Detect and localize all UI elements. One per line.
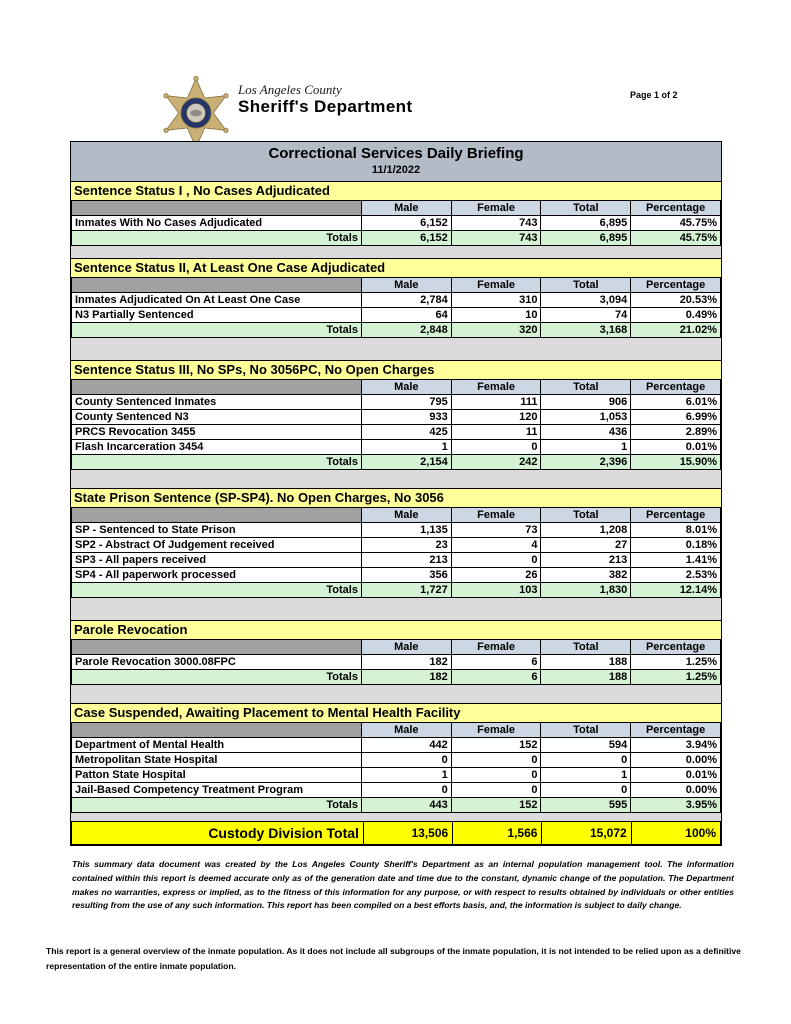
totals-value-male: 182 bbox=[361, 670, 451, 685]
table-row bbox=[72, 538, 721, 553]
table-row bbox=[72, 293, 721, 308]
value-cell-female: 0 bbox=[451, 440, 541, 455]
value-cell-female: 310 bbox=[451, 293, 541, 308]
section-title: State Prison Sentence (SP-SP4). No Open Charges, No 3056 bbox=[71, 488, 721, 507]
section-title: Sentence Status II, At Least One Case Adjudicated bbox=[71, 258, 721, 277]
value-cell-female: 0 bbox=[451, 753, 541, 768]
value-cell-percentage: 45.75% bbox=[631, 216, 721, 231]
row-label: SP3 - All papers received bbox=[72, 553, 362, 568]
grand-total-total: 15,072 bbox=[542, 822, 631, 845]
totals-value-total: 1,830 bbox=[541, 583, 631, 598]
value-cell-percentage: 1.25% bbox=[631, 655, 721, 670]
value-cell-female: 10 bbox=[451, 308, 541, 323]
value-cell-percentage: 1.41% bbox=[631, 553, 721, 568]
row-label: Parole Revocation 3000.08FPC bbox=[72, 655, 362, 670]
totals-value-male: 2,848 bbox=[361, 323, 451, 338]
row-label: SP - Sentenced to State Prison bbox=[72, 523, 362, 538]
column-header: Percentage bbox=[631, 508, 721, 523]
section-gap bbox=[71, 470, 721, 488]
value-cell-female: 0 bbox=[451, 783, 541, 798]
grand-total-label: Custody Division Total bbox=[72, 822, 364, 845]
footnote-paragraph: This report is a general overview of the inmate population. As it does not include all subgroups of the inmate population, it is not intended to be relied upon as a definitive representation of the entire inmate population. bbox=[46, 946, 741, 971]
value-cell-male: 933 bbox=[361, 410, 451, 425]
column-header: Male bbox=[361, 508, 451, 523]
totals-value-total: 595 bbox=[541, 798, 631, 813]
totals-value-total: 188 bbox=[541, 670, 631, 685]
value-cell-female: 73 bbox=[451, 523, 541, 538]
totals-value-male: 443 bbox=[361, 798, 451, 813]
totals-value-percentage: 3.95% bbox=[631, 798, 721, 813]
section-table bbox=[71, 722, 721, 813]
row-label: Flash Incarceration 3454 bbox=[72, 440, 362, 455]
value-cell-total: 74 bbox=[541, 308, 631, 323]
row-label: County Sentenced N3 bbox=[72, 410, 362, 425]
totals-label: Totals bbox=[72, 455, 362, 470]
totals-row bbox=[72, 323, 721, 338]
table-row bbox=[72, 308, 721, 323]
value-cell-male: 795 bbox=[361, 395, 451, 410]
column-header: Total bbox=[541, 640, 631, 655]
value-cell-percentage: 0.00% bbox=[631, 753, 721, 768]
corner-cell bbox=[72, 380, 362, 395]
value-cell-female: 120 bbox=[451, 410, 541, 425]
value-cell-percentage: 0.18% bbox=[631, 538, 721, 553]
corner-cell bbox=[72, 723, 362, 738]
value-cell-total: 6,895 bbox=[541, 216, 631, 231]
totals-value-female: 743 bbox=[451, 231, 541, 246]
column-header: Female bbox=[451, 201, 541, 216]
table-row bbox=[72, 410, 721, 425]
value-cell-percentage: 0.01% bbox=[631, 768, 721, 783]
section-table bbox=[71, 639, 721, 685]
value-cell-female: 0 bbox=[451, 768, 541, 783]
table-row bbox=[72, 395, 721, 410]
table-row bbox=[72, 655, 721, 670]
value-cell-percentage: 6.99% bbox=[631, 410, 721, 425]
page-indicator: Page 1 of 2 bbox=[630, 90, 678, 100]
value-cell-male: 182 bbox=[361, 655, 451, 670]
section-table bbox=[71, 200, 721, 246]
value-cell-percentage: 0.00% bbox=[631, 783, 721, 798]
row-label: Metropolitan State Hospital bbox=[72, 753, 362, 768]
value-cell-total: 594 bbox=[541, 738, 631, 753]
column-header: Percentage bbox=[631, 723, 721, 738]
column-header: Female bbox=[451, 723, 541, 738]
column-header: Total bbox=[541, 723, 631, 738]
column-header: Total bbox=[541, 201, 631, 216]
logo-county-name: Los Angeles County bbox=[238, 82, 342, 97]
section-gap bbox=[71, 685, 721, 703]
sections-container bbox=[71, 181, 721, 821]
totals-label: Totals bbox=[72, 798, 362, 813]
column-header: Percentage bbox=[631, 640, 721, 655]
section-table bbox=[71, 277, 721, 338]
grand-total-percentage: 100% bbox=[631, 822, 720, 845]
totals-value-percentage: 15.90% bbox=[631, 455, 721, 470]
section-title: Parole Revocation bbox=[71, 620, 721, 639]
value-cell-total: 1 bbox=[541, 768, 631, 783]
row-label: SP4 - All paperwork processed bbox=[72, 568, 362, 583]
table-row bbox=[72, 216, 721, 231]
value-cell-percentage: 0.01% bbox=[631, 440, 721, 455]
corner-cell bbox=[72, 201, 362, 216]
grand-total-male: 13,506 bbox=[363, 822, 452, 845]
row-label: Inmates Adjudicated On At Least One Case bbox=[72, 293, 362, 308]
report-title-band bbox=[71, 142, 721, 181]
corner-cell bbox=[72, 640, 362, 655]
value-cell-total: 1,053 bbox=[541, 410, 631, 425]
column-header: Female bbox=[451, 508, 541, 523]
value-cell-male: 213 bbox=[361, 553, 451, 568]
value-cell-male: 6,152 bbox=[361, 216, 451, 231]
value-cell-female: 0 bbox=[451, 553, 541, 568]
value-cell-total: 213 bbox=[541, 553, 631, 568]
totals-value-female: 242 bbox=[451, 455, 541, 470]
report-title: Correctional Services Daily Briefing bbox=[268, 145, 524, 162]
table-row bbox=[72, 753, 721, 768]
value-cell-total: 1 bbox=[541, 440, 631, 455]
totals-value-percentage: 12.14% bbox=[631, 583, 721, 598]
row-label: Jail-Based Competency Treatment Program bbox=[72, 783, 362, 798]
value-cell-total: 1,208 bbox=[541, 523, 631, 538]
column-header: Male bbox=[361, 278, 451, 293]
value-cell-male: 442 bbox=[361, 738, 451, 753]
grand-total-row bbox=[72, 822, 721, 845]
row-label: PRCS Revocation 3455 bbox=[72, 425, 362, 440]
row-label: Inmates With No Cases Adjudicated bbox=[72, 216, 362, 231]
value-cell-percentage: 20.53% bbox=[631, 293, 721, 308]
grand-total-table bbox=[71, 821, 721, 845]
column-header: Male bbox=[361, 640, 451, 655]
value-cell-female: 111 bbox=[451, 395, 541, 410]
grand-total-female: 1,566 bbox=[453, 822, 542, 845]
value-cell-male: 1,135 bbox=[361, 523, 451, 538]
column-header: Female bbox=[451, 640, 541, 655]
corner-cell bbox=[72, 278, 362, 293]
value-cell-female: 152 bbox=[451, 738, 541, 753]
value-cell-male: 64 bbox=[361, 308, 451, 323]
column-header: Male bbox=[361, 201, 451, 216]
table-row bbox=[72, 440, 721, 455]
totals-value-female: 6 bbox=[451, 670, 541, 685]
section-table bbox=[71, 507, 721, 598]
column-header: Total bbox=[541, 380, 631, 395]
row-label: Department of Mental Health bbox=[72, 738, 362, 753]
value-cell-male: 0 bbox=[361, 783, 451, 798]
column-header: Female bbox=[451, 380, 541, 395]
value-cell-female: 4 bbox=[451, 538, 541, 553]
column-header: Percentage bbox=[631, 278, 721, 293]
value-cell-male: 1 bbox=[361, 440, 451, 455]
section-gap bbox=[71, 338, 721, 360]
value-cell-percentage: 2.89% bbox=[631, 425, 721, 440]
value-cell-male: 0 bbox=[361, 753, 451, 768]
table-row bbox=[72, 425, 721, 440]
logo-department-name: Sheriff's Department bbox=[238, 97, 413, 117]
totals-value-female: 320 bbox=[451, 323, 541, 338]
section-title: Sentence Status I , No Cases Adjudicated bbox=[71, 181, 721, 200]
totals-value-percentage: 21.02% bbox=[631, 323, 721, 338]
value-cell-total: 906 bbox=[541, 395, 631, 410]
column-header: Total bbox=[541, 278, 631, 293]
value-cell-total: 0 bbox=[541, 783, 631, 798]
section-title: Sentence Status III, No SPs, No 3056PC, No Open Charges bbox=[71, 360, 721, 379]
table-row bbox=[72, 568, 721, 583]
column-header: Percentage bbox=[631, 201, 721, 216]
section-table bbox=[71, 379, 721, 470]
value-cell-total: 3,094 bbox=[541, 293, 631, 308]
agency-logo-text bbox=[238, 83, 413, 117]
totals-label: Totals bbox=[72, 231, 362, 246]
report-document bbox=[70, 141, 722, 846]
totals-value-male: 1,727 bbox=[361, 583, 451, 598]
table-row bbox=[72, 523, 721, 538]
totals-value-female: 103 bbox=[451, 583, 541, 598]
value-cell-percentage: 6.01% bbox=[631, 395, 721, 410]
value-cell-total: 27 bbox=[541, 538, 631, 553]
column-header: Female bbox=[451, 278, 541, 293]
report-date: 11/1/2022 bbox=[371, 164, 421, 176]
value-cell-male: 2,784 bbox=[361, 293, 451, 308]
totals-value-male: 2,154 bbox=[361, 455, 451, 470]
section-title: Case Suspended, Awaiting Placement to Mental Health Facility bbox=[71, 703, 721, 722]
value-cell-percentage: 3.94% bbox=[631, 738, 721, 753]
section-gap bbox=[71, 246, 721, 258]
totals-value-female: 152 bbox=[451, 798, 541, 813]
table-row bbox=[72, 738, 721, 753]
corner-cell bbox=[72, 508, 362, 523]
totals-value-percentage: 1.25% bbox=[631, 670, 721, 685]
column-header: Male bbox=[361, 380, 451, 395]
totals-label: Totals bbox=[72, 583, 362, 598]
totals-row bbox=[72, 231, 721, 246]
section-gap bbox=[71, 598, 721, 620]
column-header: Male bbox=[361, 723, 451, 738]
value-cell-total: 0 bbox=[541, 753, 631, 768]
totals-value-total: 6,895 bbox=[541, 231, 631, 246]
value-cell-percentage: 8.01% bbox=[631, 523, 721, 538]
value-cell-female: 26 bbox=[451, 568, 541, 583]
row-label: N3 Partially Sentenced bbox=[72, 308, 362, 323]
value-cell-male: 425 bbox=[361, 425, 451, 440]
value-cell-male: 1 bbox=[361, 768, 451, 783]
row-label: County Sentenced Inmates bbox=[72, 395, 362, 410]
totals-row bbox=[72, 455, 721, 470]
table-row bbox=[72, 553, 721, 568]
column-header: Total bbox=[541, 508, 631, 523]
disclaimer-paragraph: This summary data document was created by the Los Angeles County Sheriff's Department as an internal population management tool. The information contained within this report is deemed accurate only as of the generation date and time due to the constant, dynamic change of the population. The Department makes no warranties, express or implied, as to the fitness of this information for any purpose, or with respect to results obtained by individuals or other entities resulting from the use of any such information. This report has been compiled on a best efforts basis, and, the information is subject to daily change. bbox=[72, 859, 734, 911]
column-header: Percentage bbox=[631, 380, 721, 395]
row-label: Patton State Hospital bbox=[72, 768, 362, 783]
totals-label: Totals bbox=[72, 323, 362, 338]
value-cell-male: 23 bbox=[361, 538, 451, 553]
totals-row bbox=[72, 798, 721, 813]
value-cell-percentage: 0.49% bbox=[631, 308, 721, 323]
value-cell-total: 382 bbox=[541, 568, 631, 583]
totals-label: Totals bbox=[72, 670, 362, 685]
totals-value-male: 6,152 bbox=[361, 231, 451, 246]
value-cell-male: 356 bbox=[361, 568, 451, 583]
totals-value-total: 3,168 bbox=[541, 323, 631, 338]
row-label: SP2 - Abstract Of Judgement received bbox=[72, 538, 362, 553]
value-cell-female: 11 bbox=[451, 425, 541, 440]
totals-row bbox=[72, 583, 721, 598]
value-cell-female: 743 bbox=[451, 216, 541, 231]
value-cell-total: 188 bbox=[541, 655, 631, 670]
totals-row bbox=[72, 670, 721, 685]
value-cell-female: 6 bbox=[451, 655, 541, 670]
value-cell-total: 436 bbox=[541, 425, 631, 440]
table-row bbox=[72, 768, 721, 783]
totals-value-total: 2,396 bbox=[541, 455, 631, 470]
table-row bbox=[72, 783, 721, 798]
value-cell-percentage: 2.53% bbox=[631, 568, 721, 583]
section-gap bbox=[71, 813, 721, 821]
totals-value-percentage: 45.75% bbox=[631, 231, 721, 246]
